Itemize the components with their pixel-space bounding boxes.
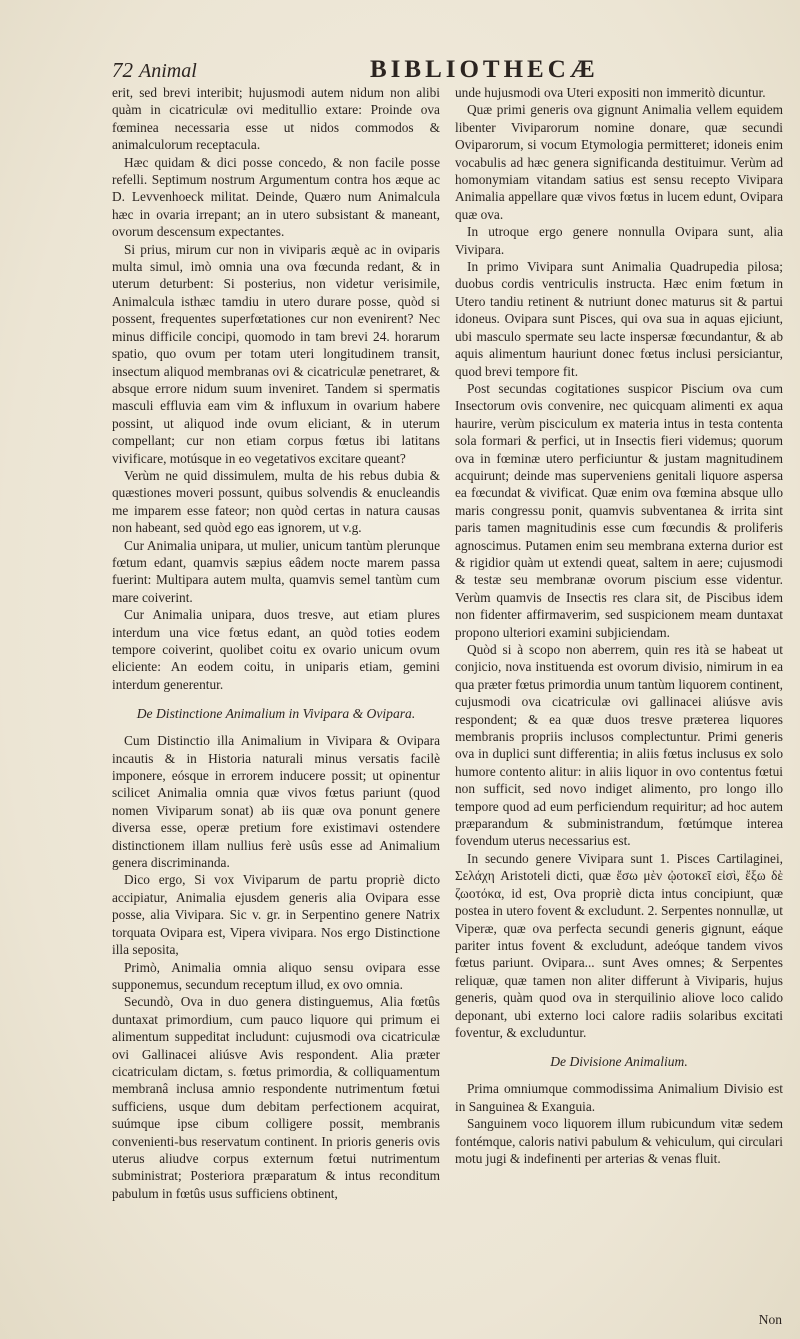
paragraph: erit, sed brevi interibit; hujusmodi autem nidum non alibi quàm in cicatriculæ ovi meditullio extare: Proinde ova fœminea necessaria esse ut nidos commodos & animalculorum receptacula. xyxy=(112,85,440,153)
page-number: 72 xyxy=(112,58,133,82)
paragraph: In primo Vivipara sunt Animalia Quadrupedia pilosa; duobus cordis ventriculis instructa. Hæc enim fœtum in Utero tandiu retinent & nutriunt donec maturus sit & partui idoneus. Ovipara sunt Pisces, qui ova sua in aquas ejiciunt, ubi masculo spermate seu lacte inspersæ fœcundantur, & ab aquis alimentum hauriunt donec fœtus inclusi persiciantur, quod brevi tempore fit. xyxy=(455,259,783,379)
left-column xyxy=(112,84,440,1202)
paragraph: Quæ primi generis ova gignunt Animalia vellem equidem libenter Viviparorum nomine donare, quæ secundi Oviparorum, si vocum Etymologia permitteret; idoneis enim vocabulis ad hæc genera significanda destituimur. Verùm ad homonymiam vitandam satius est sensu recepto Vivipara Animalia appellare quæ vivos fœtus in lucem edunt, Ovipara quæ ova. xyxy=(455,102,783,222)
paragraph: Verùm ne quid dissimulem, multa de his rebus dubia & quæstiones moveri possunt, quibus solvendis & enucleandis me imparem esse fateor; non quòd certas in natura causas non habeant, sed quòd ego eas ignorem, ut v.g. xyxy=(112,467,440,536)
page-header xyxy=(112,58,770,86)
paragraph: Sanguinem voco liquorem illum rubicundum vitæ sedem fontémque, caloris nativi pabulum & vehiculum, qui circulari motu jugi & indefinenti per arterias & venas fluit. xyxy=(455,1116,783,1166)
paragraph: Si prius, mirum cur non in viviparis æquè ac in oviparis multa simul, imò omnia una ova fœcunda redant, & in uterum deturbent: Si posterius, non videtur verisimile, Animalcula isthæc tamdiu in utero durare posse, quòd si possent, frequentes superfœtationes cur non evenirent? Nec minus difficile concipi, quomodo in tam brevi 24. horarum spatio, quo ovum per totam uteri longitudinem transit, insectum aliquod membranas ovi & cicatriculæ penetraret, & absque errore nidum suum inveniret. Tandem si spermatis masculi effluvia eam vim & influxum in ovarium habere possint, ut aliquod inde ovum eliciant, & in uterum compellant; cur non etiam corpus fœtus ibi latitans vivificare, motúsque in eo vegetativos excitare queant? xyxy=(112,241,440,466)
catchword: Non xyxy=(758,1312,782,1327)
paragraph: Post secundas cogitationes suspicor Piscium ova cum Insectorum ovis convenire, nec quicquam alimenti ex aqua haurire, verùm pisciculum ex materia intus in testa contenta sola formari & perfici, ut in Insectis fieri videmus; quorum ova in fœminæ utero perficiuntur & justam magnitudinem acquirunt; deinde mas superveniens genitali liquore aspersa ea fœcundat & vivificat. Quæ enim ova fœmina absque ullo maris congressu ponit, quamvis subventanea & irrita sint paris tamen magnitudinis esse cum fœcundis & proliferis agnoscimus. Putamen enim seu membrana externa durior est & rigidior quàm ut extendi queat, saltem in aere; cujusmodi & testæ seu membranæ ovorum piscium esse videntur. Verùm quamvis de Insectis res clara sit, de Piscibus idem non fidenter affirmaverim, sed suspicionem meam duntaxat propono ulteriori examini subjiciendam. xyxy=(455,380,783,640)
paragraph: Prima omniumque commodissima Animalium Divisio est in Sanguinea & Exanguia. xyxy=(455,1081,783,1114)
paragraph: Hæc quidam & dici posse concedo, & non facile posse refelli. Septimum nostrum Argumentum contra hos æque ac D. Levvenhoeck militat. Deinde, Quæro num Animalcula hæc in ovaria irrepant; an in utero subsistant & maneant, ovorum descensum expectantes. xyxy=(112,154,440,240)
running-word: Animal xyxy=(139,60,197,82)
paragraph: Cum Distinctio illa Animalium in Vivipara & Ovipara incautis & in Historia naturali minus versatis facilè imponere, eósque in errorem inducere possit; ut opinentur scilicet Animalia omnia quæ vivos fœtus pariunt (quod nomen Viviparum sonat) ab iis quæ ova ponunt genere diversa esse, operæ pretium fore existimavi ostendere distinctionem illam nullius ferè usûs esse ad Animalium genera discriminanda. xyxy=(112,733,440,871)
paragraph: Secundò, Ova in duo genera distinguemus, Alia fœtûs duntaxat primordium, cum pauco liquore qui primum ei alimentum suppeditat includunt: cujusmodi ova cicatriculæ ovi Gallinacei aliúsve Avis respondent. Alia præter cicatriculam dictam, s. fœtus primordia, & colliquamentum membranâ inclusa amnio respondente nutrimentum fœtui sufficiens, usque dum debitam perfectionem acquirat, suúmque ipse cibum colligere possit, membranis convenienti-bus reservatum continent. In prioris generis ovis uterus aliudve corpus externum fœtui nutrimentum subministrat; Posteriora præparatum & intus reconditum pabulum in fœtûs usus sufficiens obtinent, xyxy=(112,994,440,1201)
right-column xyxy=(455,84,783,1167)
paragraph: Quòd si à scopo non aberrem, quin res ità se habeat ut conjicio, nova instituenda est ovorum divisio, nimirum in ea qua præter fœtus primordia unum tantùm liquorem continent, cujusmodi ova cicatriculæ ovi gallinacei aliúsve avis respondent; & ea quæ duos tresve præterea liquores membranis propriis inclusos complectuntur. Primi generis ova in duplici sunt differentia; in aliis fœtus inclusus ex solo humore contento alitur: in aliis liquor in ovo contentus fœtui non sufficit, sed novo indiget alimento, pro longo illo tempore quod ad eum perficiendum requiritur; ad hoc autem præparandum & subministrandum, fœtúmque interea fovendum uterus necessarius est. xyxy=(455,642,783,849)
paragraph: Dico ergo, Si vox Viviparum de partu propriè dicto accipiatur, Animalia ejusdem generis alia Ovipara esse posse, alia Vivipara. Sic v. gr. in Serpentino genere Natrix torquata Ovipara est, Vipera vivipara. Nos ergo Distinctione illa seposita, xyxy=(112,872,440,958)
paragraph: Primò, Animalia omnia aliquo sensu ovipara esse supponemus, secundum receptum illud, ex ovo omnia. xyxy=(112,959,440,992)
paragraph: In secundo genere Vivipara sunt 1. Pisces Cartilaginei, Σελάχη Aristoteli dicti, quæ ἔσω μὲν ᾠοτοκεῖ εἰσὶ, ἔξω δὲ ζωοτόκα, id est, Ova propriè dicta intus concipiunt, quæ postea in utero fovent & excludunt. 2. Serpentes nonnullæ, ut Viperæ, quæ ova perfecta secundi generis gignunt, eáque pariter intus fovent & excludunt, adeóque tandem vivos fœtus pariunt. Ovipara... sunt Aves omnes; & Serpentes reliquæ, quæ tamen non aliter differunt à Viviparis, hujus generis, quàm quod ova in sterquilinio aliove loco calido deponant, ubi externo loci calore radiis solaribus excitati foventur, & excluduntur. xyxy=(455,850,783,1040)
page-title: BIBLIOTHECÆ xyxy=(370,56,599,83)
paragraph: Cur Animalia unipara, duos tresve, aut etiam plures interdum una vice fœtus edant, an quòd toties eodem tempore coiverint, quolibet coitu ex ovario unicum ovum eliciente: An eodem coitu, in uniparis etiam, gemini interdum generentur. xyxy=(112,607,440,692)
section-heading: De Divisione Animalium. xyxy=(550,1054,688,1070)
paragraph: unde hujusmodi ova Uteri expositi non immeritò dicuntur. xyxy=(455,85,766,100)
paragraph: Cur Animalia unipara, ut mulier, unicum tantùm plerunque fœtum edant, quamvis sæpius eâdem nocte marem passa fuerint: Multipara autem multa, quamvis semel tantùm cum mare coiverint. xyxy=(112,537,440,605)
section-heading: De Distinctione Animalium in Vivipara & Ovipara. xyxy=(136,706,416,722)
paragraph: In utroque ergo genere nonnulla Ovipara sunt, alia Vivipara. xyxy=(455,224,783,257)
